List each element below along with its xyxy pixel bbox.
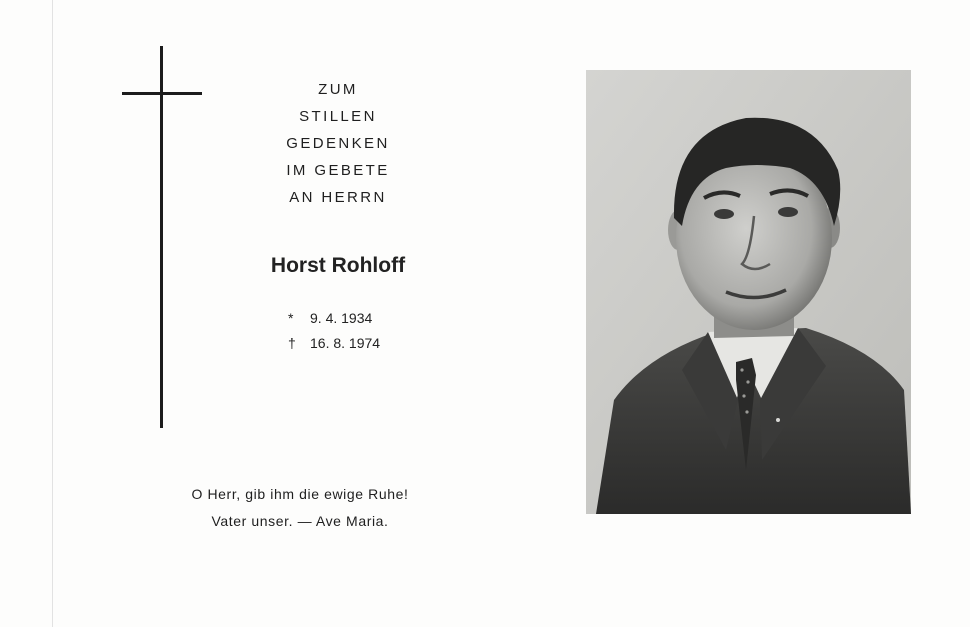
dedication-text xyxy=(238,76,438,211)
dedication-line: IM GEBETE xyxy=(286,162,390,179)
dedication-line: ZUM xyxy=(318,81,358,98)
dedication-line: STILLEN xyxy=(299,108,377,125)
card-edge-line xyxy=(52,0,53,627)
death-dagger-icon: † xyxy=(288,335,296,351)
birth-star-icon: * xyxy=(288,310,294,326)
death-date: 16. 8. 1974 xyxy=(310,335,381,351)
prayer-line: O Herr, gib ihm die ewige Ruhe! xyxy=(191,486,409,502)
cross-vertical-bar xyxy=(160,46,163,428)
prayer-text xyxy=(140,481,460,535)
birth-date: 9. 4. 1934 xyxy=(310,310,373,326)
life-dates xyxy=(288,306,380,356)
prayer-line: Vater unser. — Ave Maria. xyxy=(211,513,389,529)
birth-date-row xyxy=(288,306,380,331)
cross-horizontal-bar xyxy=(122,92,202,95)
portrait-photo xyxy=(586,70,911,514)
portrait-illustration xyxy=(586,70,911,514)
death-date-row xyxy=(288,331,380,356)
dedication-line: AN HERRN xyxy=(289,189,387,206)
dedication-line: GEDENKEN xyxy=(286,135,390,152)
deceased-name: Horst Rohloff xyxy=(270,254,406,277)
